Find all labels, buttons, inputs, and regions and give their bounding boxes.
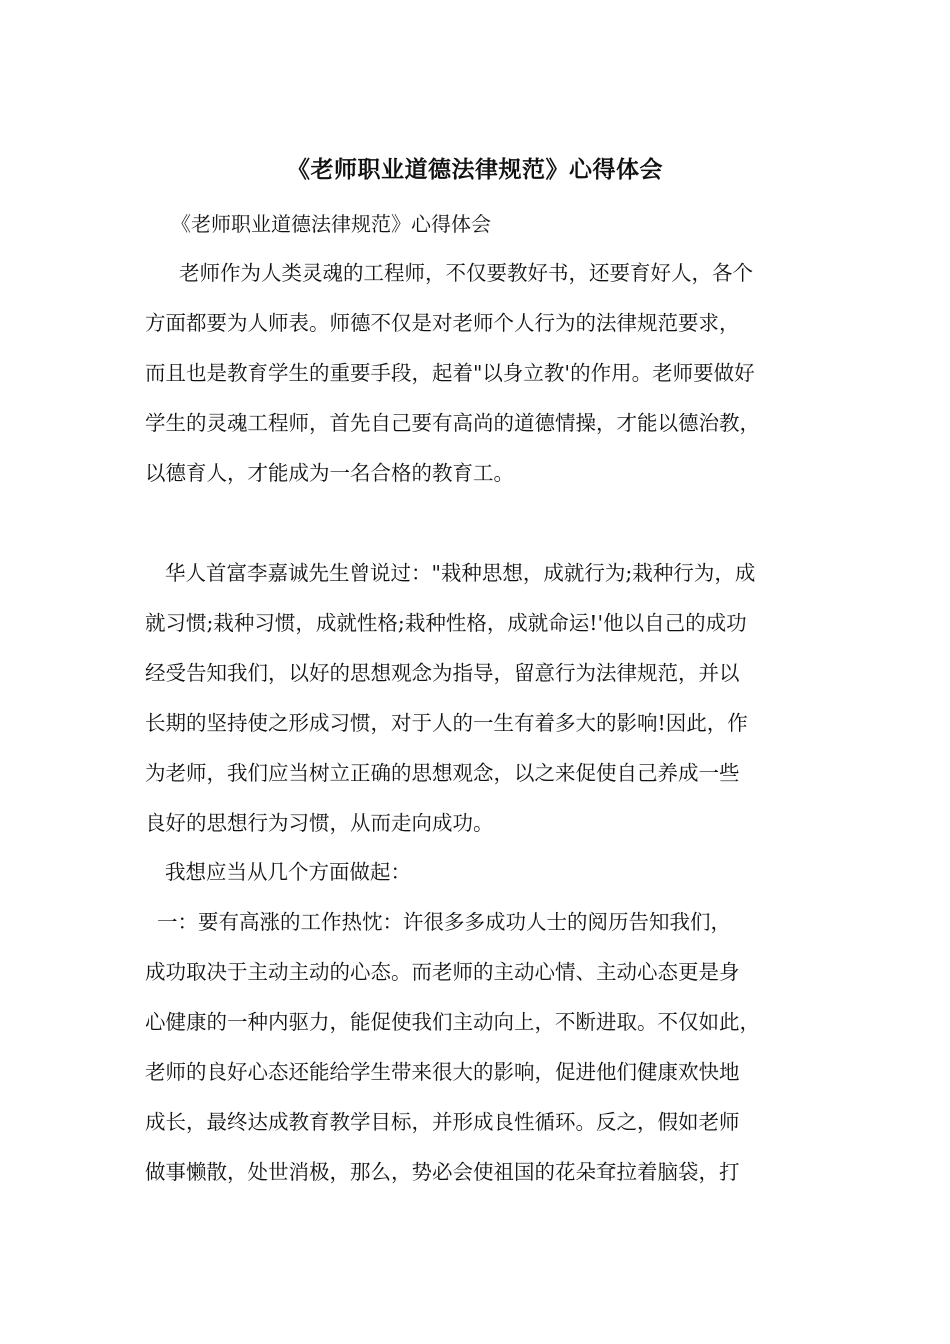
paragraph-line: 成功取决于主动主动的心态。而老师的主动心情、主动心态更是身: [145, 960, 740, 984]
paragraph-line: 成长，最终达成教育教学目标，并形成良性循环。反之，假如老师: [145, 1110, 740, 1134]
paragraph-line: 做事懒散，处世消极，那么，势必会使祖国的花朵耷拉着脑袋，打: [145, 1160, 740, 1184]
paragraph-intro-points: [145, 847, 825, 897]
paragraph-line: 一：要有高涨的工作热忱：许很多多成功人士的阅历告知我们，: [157, 910, 731, 934]
paragraph-line: 老师作为人类灵魂的工程师，不仅要教好书，还要育好人，各个: [179, 261, 753, 285]
paragraph-line: 经受告知我们，以好的思想观念为指导，留意行为法律规范，并以: [145, 661, 740, 685]
paragraph-line: 良好的思想行为习惯，从而走向成功。: [145, 811, 494, 835]
paragraph-line: 长期的坚持使之形成习惯，对于人的一生有着多大的影响!因此，作: [145, 711, 748, 735]
paragraph-li-ka-shing-quote: [145, 548, 825, 848]
paragraph-line: 而且也是教育学生的重要手段，起着"以身立教'的作用。老师要做好: [145, 361, 755, 385]
paragraph-line: 方面都要为人师表。师德不仅是对老师个人行为的法律规范要求，: [145, 311, 740, 335]
paragraph-point-one: [145, 897, 825, 1197]
paragraph-line: 我想应当从几个方面做起：: [165, 860, 411, 884]
paragraph-line: 为老师，我们应当树立正确的思想观念，以之来促使自己养成一些: [145, 761, 740, 785]
paragraph-line: 老师的良好心态还能给学生带来很大的影响，促进他们健康欢快地: [145, 1060, 740, 1084]
paragraph-teacher-role: [145, 248, 825, 498]
paragraph-line: 就习惯;栽种习惯，成就性格;栽种性格，成就命运!'他以自己的成功: [145, 611, 747, 635]
document-subtitle: 《老师职业道德法律规范》心得体会: [171, 212, 491, 236]
paragraph-line: 学生的灵魂工程师，首先自己要有高尚的道德情操，才能以德治教，: [145, 411, 760, 435]
paragraph-line: 华人首富李嘉诚先生曾说过："栽种思想，成就行为;栽种行为，成: [165, 561, 756, 585]
document-title: 《老师职业道德法律规范》心得体会: [287, 157, 663, 183]
paragraph-line: 心健康的一种内驱力，能促使我们主动向上，不断进取。不仅如此，: [145, 1010, 760, 1034]
paragraph-line: 以德育人，才能成为一名合格的教育工。: [145, 461, 514, 485]
